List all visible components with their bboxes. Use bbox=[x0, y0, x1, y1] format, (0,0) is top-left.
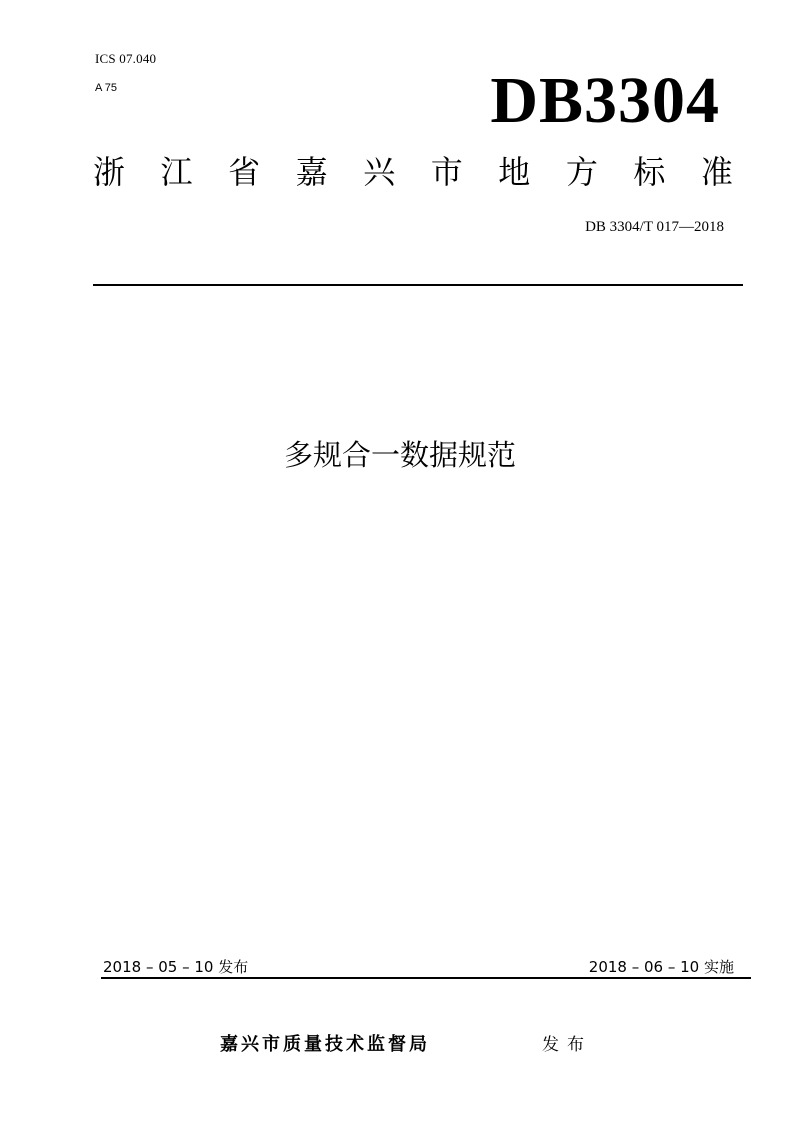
standard-type-char: 省 bbox=[228, 153, 261, 191]
db-code-title: DB3304 bbox=[490, 64, 720, 137]
standard-type-char: 标 bbox=[633, 153, 666, 191]
standard-type-char: 浙 bbox=[93, 153, 126, 191]
standard-type-heading bbox=[93, 152, 733, 192]
standard-type-char: 方 bbox=[565, 153, 598, 191]
document-number: DB 3304/T 017—2018 bbox=[585, 219, 724, 235]
standard-type-char: 市 bbox=[430, 153, 463, 191]
standard-type-char: 地 bbox=[498, 153, 531, 191]
standard-type-char: 准 bbox=[700, 153, 733, 191]
standard-type-char: 江 bbox=[160, 153, 193, 191]
standard-type-char: 兴 bbox=[363, 153, 396, 191]
classification-code: A 75 bbox=[95, 82, 118, 94]
bottom-divider bbox=[101, 977, 751, 979]
top-divider bbox=[93, 284, 743, 286]
issue-date: 2018 – 05 – 10 发布 bbox=[103, 958, 249, 976]
implementation-date: 2018 – 06 – 10 实施 bbox=[588, 958, 734, 976]
standard-type-char: 嘉 bbox=[295, 153, 328, 191]
ics-code: ICS 07.040 bbox=[95, 51, 157, 66]
document-title: 多规合一数据规范 bbox=[283, 438, 516, 472]
issuing-authority: 嘉兴市质量技术监督局 bbox=[220, 1034, 430, 1055]
issue-label: 发布 bbox=[542, 1035, 592, 1055]
